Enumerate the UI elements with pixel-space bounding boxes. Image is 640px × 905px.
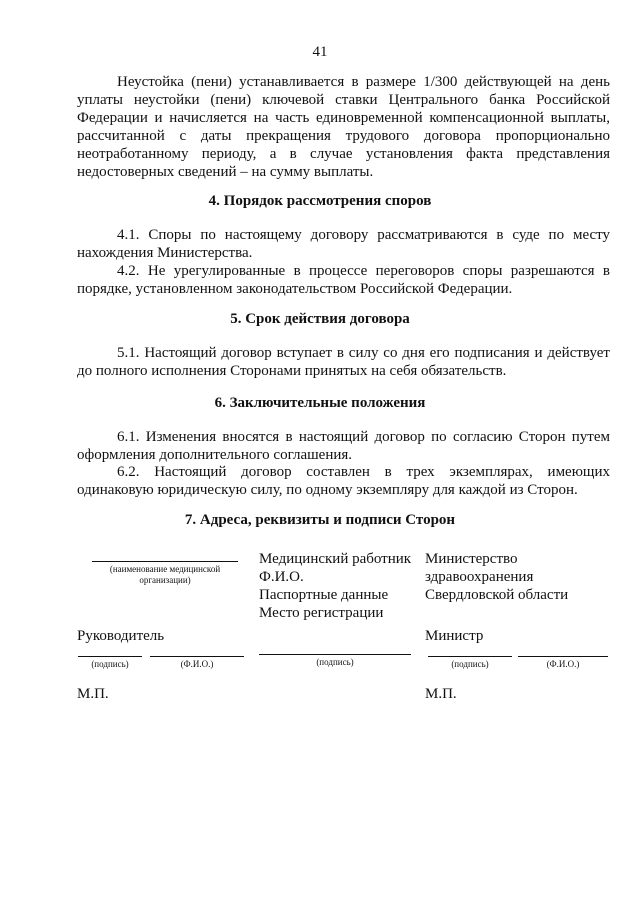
medic-signature-caption: (подпись): [316, 657, 354, 667]
head-fio-line: [150, 656, 244, 657]
minister-fio-line: [518, 656, 608, 657]
medic-block: [259, 550, 411, 622]
minister-signature-caption: (подпись): [451, 659, 489, 669]
clause-6-2: [77, 463, 610, 499]
head-signature-line: [78, 656, 142, 657]
medic-title: Медицинский работник: [259, 551, 412, 567]
minister-signature-line: [428, 656, 512, 657]
section-6-title: 6. Заключительные положения: [214, 395, 426, 411]
clause-4-2-text: 4.2. Не урегулированные в процессе переговоров споры разрешаются в порядке, установленном законодательством Российской Федерации.: [77, 263, 610, 297]
medic-signature-line: [259, 654, 411, 655]
head-signature-caption: (подпись): [91, 659, 129, 669]
clause-5-1-text: 5.1. Настоящий договор вступает в силу со дня его подписания и действует до полного исполнения Сторонами принятых на себя обязательств.: [77, 345, 610, 379]
clause-6-2-text: 6.2. Настоящий договор составлен в трех экземплярах, имеющих одинаковую юридическую силу, по одному экземпляру для каждой из Сторон.: [77, 464, 610, 498]
clause-4-2: [77, 262, 610, 298]
head-fio-caption: (Ф.И.О.): [180, 659, 214, 669]
section-4-title: 4. Порядок рассмотрения споров: [208, 193, 432, 209]
clause-4-1-text: 4.1. Споры по настоящему договору рассматриваются в суде по месту нахождения Министерства.: [77, 227, 610, 261]
org-name-caption: (наименование медицинской организации): [109, 564, 221, 585]
medic-fio: Ф.И.О.: [259, 569, 304, 585]
medic-registration: Место регистрации: [259, 605, 384, 621]
minister-stamp: М.П.: [425, 686, 457, 702]
ministry-line-1: Министерство: [425, 551, 518, 567]
org-name-line: [92, 561, 238, 562]
ministry-block: [425, 550, 568, 604]
page-number: 41: [312, 44, 328, 60]
clause-5-1: [77, 344, 610, 380]
intro-paragraph-text: Неустойка (пени) устанавливается в размере 1/300 действующей на день уплаты неустойки (пени) ключевой ставки Центрального банка Российской Федерации и начисляется на часть единовременной компенсационной выплаты, рассчитанной с даты прекращения трудового договора пропорционально неотработанному периоду, а в случае установления факта представления недостоверных сведений – на сумму выплаты.: [77, 74, 610, 180]
head-label: Руководитель: [77, 628, 165, 644]
minister-label: Министр: [425, 628, 484, 644]
section-7-title: 7. Адреса, реквизиты и подписи Сторон: [184, 512, 456, 528]
intro-paragraph: [77, 73, 610, 181]
medic-passport: Паспортные данные: [259, 587, 389, 603]
ministry-line-3: Свердловской области: [425, 587, 569, 603]
head-stamp: М.П.: [77, 686, 109, 702]
minister-fio-caption: (Ф.И.О.): [546, 659, 580, 669]
clause-6-1-text: 6.1. Изменения вносятся в настоящий договор по согласию Сторон путем оформления дополнительного соглашения.: [77, 429, 610, 463]
clause-6-1: [77, 428, 610, 464]
ministry-line-2: здравоохранения: [425, 569, 534, 585]
clause-4-1: [77, 226, 610, 262]
section-5-title: 5. Срок действия договора: [230, 311, 410, 327]
